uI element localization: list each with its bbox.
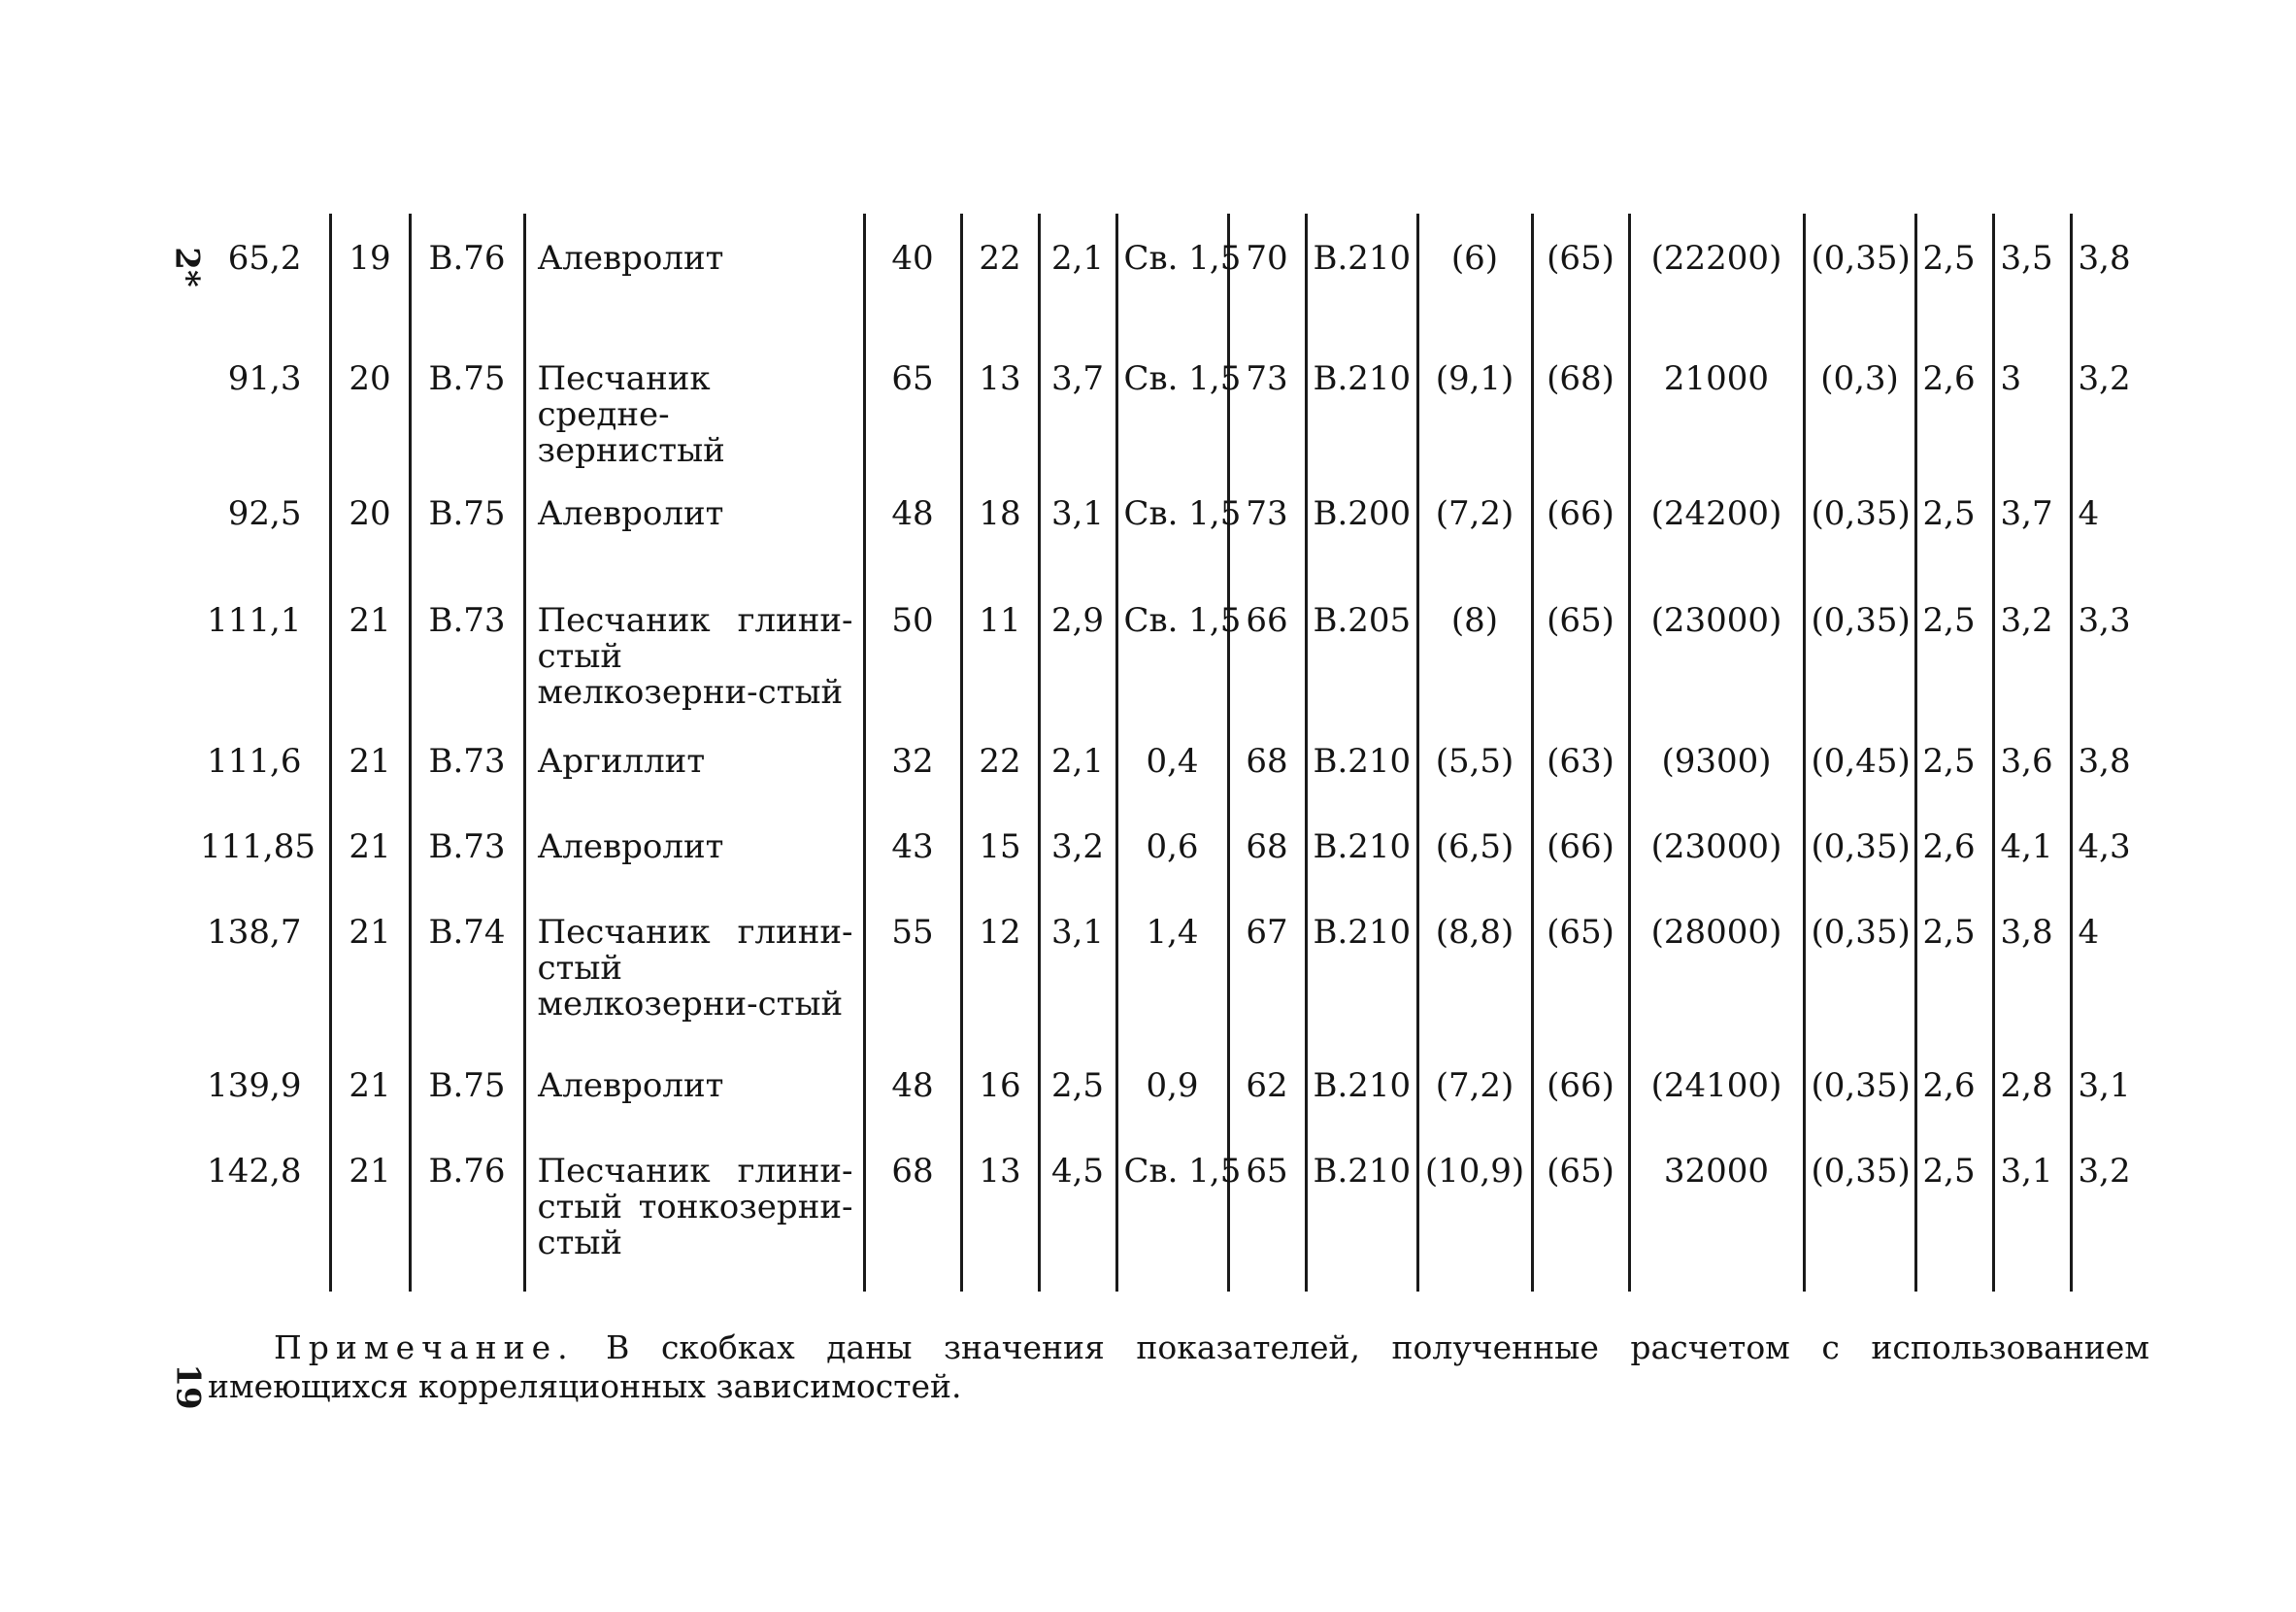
table-cell: (0,35) [1804,576,1915,717]
table-cell: 21 [330,576,410,717]
table-cell: (65) [1532,1126,1629,1292]
table-row [194,1126,2146,1292]
table-cell: Алевролит [524,214,864,334]
table-cell: 4,3 [2071,802,2146,888]
table-row [194,469,2146,576]
table-cell: 68 [1228,717,1306,802]
table-row [194,576,2146,717]
table-cell: 111,1 [207,601,302,640]
table-cell: (66) [1532,1041,1629,1126]
table-cell: 3,2 [1993,576,2071,717]
table-cell: 0,6 [1116,802,1228,888]
page-number: 19 [168,1363,208,1410]
table-cell: 3,2 [1039,802,1116,888]
table-cell: (0,3) [1804,334,1915,469]
table-cell: 73 [1228,334,1306,469]
table-cell: В.75 [410,1041,524,1126]
table-cell: Св. 1,5 [1116,469,1228,576]
table-cell: (24200) [1629,469,1804,576]
table-cell: 3,7 [1993,469,2071,576]
table-cell: 139,9 [207,1066,302,1105]
table-cell: 2,1 [1039,214,1116,334]
table-cell: 21 [330,802,410,888]
table-cell: 0,9 [1116,1041,1228,1126]
table-cell: 2,5 [1915,717,1993,802]
table-cell: 22 [961,214,1039,334]
page-mark-top: 2* [167,247,207,287]
table-cell: 32 [864,717,961,802]
table-cell: (8,8) [1417,888,1532,1041]
table-cell: Св. 1,5 [1116,576,1228,717]
table-row [194,1041,2146,1126]
table-cell: 43 [864,802,961,888]
table-cell: 0,4 [1116,717,1228,802]
table-cell: (0,35) [1804,1041,1915,1126]
table-cell: 62 [1228,1041,1306,1126]
table-cell: (0,35) [1804,469,1915,576]
table-cell: 4 [2071,888,2146,1041]
table-cell: 15 [961,802,1039,888]
table-cell: 48 [864,469,961,576]
table-cell: (5,5) [1417,717,1532,802]
table-cell: 3,8 [2071,214,2146,334]
table-cell: 67 [1228,888,1306,1041]
table-cell: 18 [961,469,1039,576]
note-text: В скобках даны значения показателей, полученные расчетом с использованием имеющихся корреляционных зависимостей. [208,1328,2149,1405]
table-cell: 21 [330,717,410,802]
table-cell: 65,2 [227,239,302,278]
table-cell: 20 [330,469,410,576]
table-cell: 91,3 [227,359,302,398]
table-cell: 11 [961,576,1039,717]
table-cell: (9,1) [1417,334,1532,469]
table-cell: 20 [330,334,410,469]
table-cell: 2,5 [1915,888,1993,1041]
table-cell: 2,6 [1915,1041,1993,1126]
table-cell: В.75 [410,469,524,576]
table-cell: В.75 [410,334,524,469]
table-cell: 4,1 [1993,802,2071,888]
table-cell: В.76 [410,214,524,334]
table-cell: 40 [864,214,961,334]
table-cell: 32000 [1629,1126,1804,1292]
table-cell: 21 [330,1041,410,1126]
table-cell: 3,3 [2071,576,2146,717]
table-cell: 21 [330,888,410,1041]
table-cell: 2,1 [1039,717,1116,802]
table-cell: Алевролит [524,1041,864,1126]
table-cell: (9300) [1629,717,1804,802]
table-cell: (0,35) [1804,888,1915,1041]
table-cell: (0,35) [1804,1126,1915,1292]
table-cell: В.200 [1306,469,1417,576]
table-cell: 2,6 [1915,334,1993,469]
table-cell: Св. 1,5 [1116,214,1228,334]
table-cell: (65) [1532,888,1629,1041]
table-cell: 48 [864,1041,961,1126]
table-cell: 13 [961,334,1039,469]
table-cell: 2,5 [1915,214,1993,334]
table-cell: 19 [330,214,410,334]
table-cell: 2,9 [1039,576,1116,717]
table-cell: 13 [961,1126,1039,1292]
table-cell: (6) [1417,214,1532,334]
table-cell: (23000) [1629,576,1804,717]
table-cell: 3,1 [1993,1126,2071,1292]
table-cell: 111,6 [207,742,302,781]
table-cell: 16 [961,1041,1039,1126]
table-cell: (23000) [1629,802,1804,888]
table-cell: В.210 [1306,888,1417,1041]
table-cell: Аргиллит [524,717,864,802]
table-cell: В.210 [1306,214,1417,334]
table-cell: 68 [864,1126,961,1292]
table-cell: 2,5 [1915,576,1993,717]
table-cell: 21000 [1629,334,1804,469]
table-cell: 3,6 [1993,717,2071,802]
table-cell: (65) [1532,576,1629,717]
table-cell: В.73 [410,802,524,888]
table-cell: 3,2 [2071,334,2146,469]
table-cell: 3 [1993,334,2071,469]
table-cell: 138,7 [207,913,302,952]
table-cell: Св. 1,5 [1116,1126,1228,1292]
table-cell: 66 [1228,576,1306,717]
table-cell: 50 [864,576,961,717]
table-cell: 92,5 [227,494,302,533]
table-cell: 3,8 [1993,888,2071,1041]
table-cell: 12 [961,888,1039,1041]
table-cell: В.210 [1306,802,1417,888]
table-cell: 1,4 [1116,888,1228,1041]
table-cell: (6,5) [1417,802,1532,888]
table-cell: 73 [1228,469,1306,576]
table-cell: 3,8 [2071,717,2146,802]
table-row [194,802,2146,888]
table-cell: Св. 1,5 [1116,334,1228,469]
table-cell: 2,5 [1915,1126,1993,1292]
table-cell: (0,35) [1804,802,1915,888]
table-cell: (66) [1532,469,1629,576]
table-cell: (63) [1532,717,1629,802]
table-cell: 3,7 [1039,334,1116,469]
table-cell: Песчаник глини-стый тонкозерни-стый [524,1126,864,1292]
table-cell: Песчаник глини-стый мелкозерни-стый [524,888,864,1041]
table-cell: В.76 [410,1126,524,1292]
table-row [194,214,2146,334]
table-cell: В.205 [1306,576,1417,717]
table-cell: В.210 [1306,717,1417,802]
table-cell: (7,2) [1417,469,1532,576]
table-cell: 21 [330,1126,410,1292]
table-cell: В.210 [1306,1041,1417,1126]
table-cell: 68 [1228,802,1306,888]
table-cell: Алевролит [524,469,864,576]
table-cell: 3,1 [1039,888,1116,1041]
table-row [194,717,2146,802]
data-table [194,214,2146,1292]
table-cell: 3,1 [1039,469,1116,576]
table-cell: (65) [1532,214,1629,334]
table-cell: В.73 [410,717,524,802]
table-cell: В.73 [410,576,524,717]
table-cell: (7,2) [1417,1041,1532,1126]
table-cell: 70 [1228,214,1306,334]
table-cell: (68) [1532,334,1629,469]
table-cell: (0,45) [1804,717,1915,802]
table-cell: (66) [1532,802,1629,888]
table-cell: (10,9) [1417,1126,1532,1292]
table-cell: 3,5 [1993,214,2071,334]
table-cell: (24100) [1629,1041,1804,1126]
table-cell: 2,6 [1915,802,1993,888]
table-note [208,1328,2149,1406]
table-cell: (8) [1417,576,1532,717]
note-lead: Примечание. [274,1328,575,1366]
table-cell: Алевролит [524,802,864,888]
table-cell: 2,5 [1915,469,1993,576]
table-cell: (28000) [1629,888,1804,1041]
table-cell: Песчаник средне-зернистый [524,334,864,469]
table-cell: 111,85 [200,827,316,866]
table-cell: В.210 [1306,1126,1417,1292]
table-cell: 22 [961,717,1039,802]
table-row [194,888,2146,1041]
table-cell: 55 [864,888,961,1041]
table-cell: 65 [864,334,961,469]
table-cell: 4 [2071,469,2146,576]
table-cell: 3,2 [2071,1126,2146,1292]
table-cell: Песчаник глини-стый мелкозерни-стый [524,576,864,717]
table-cell: (22200) [1629,214,1804,334]
table-cell: 142,8 [207,1152,302,1191]
table-cell: В.74 [410,888,524,1041]
table-row [194,334,2146,469]
table-cell: 4,5 [1039,1126,1116,1292]
table-cell: В.210 [1306,334,1417,469]
table-cell: 2,8 [1993,1041,2071,1126]
table-cell: (0,35) [1804,214,1915,334]
table-cell: 3,1 [2071,1041,2146,1126]
table-cell: 2,5 [1039,1041,1116,1126]
table-cell: 65 [1228,1126,1306,1292]
